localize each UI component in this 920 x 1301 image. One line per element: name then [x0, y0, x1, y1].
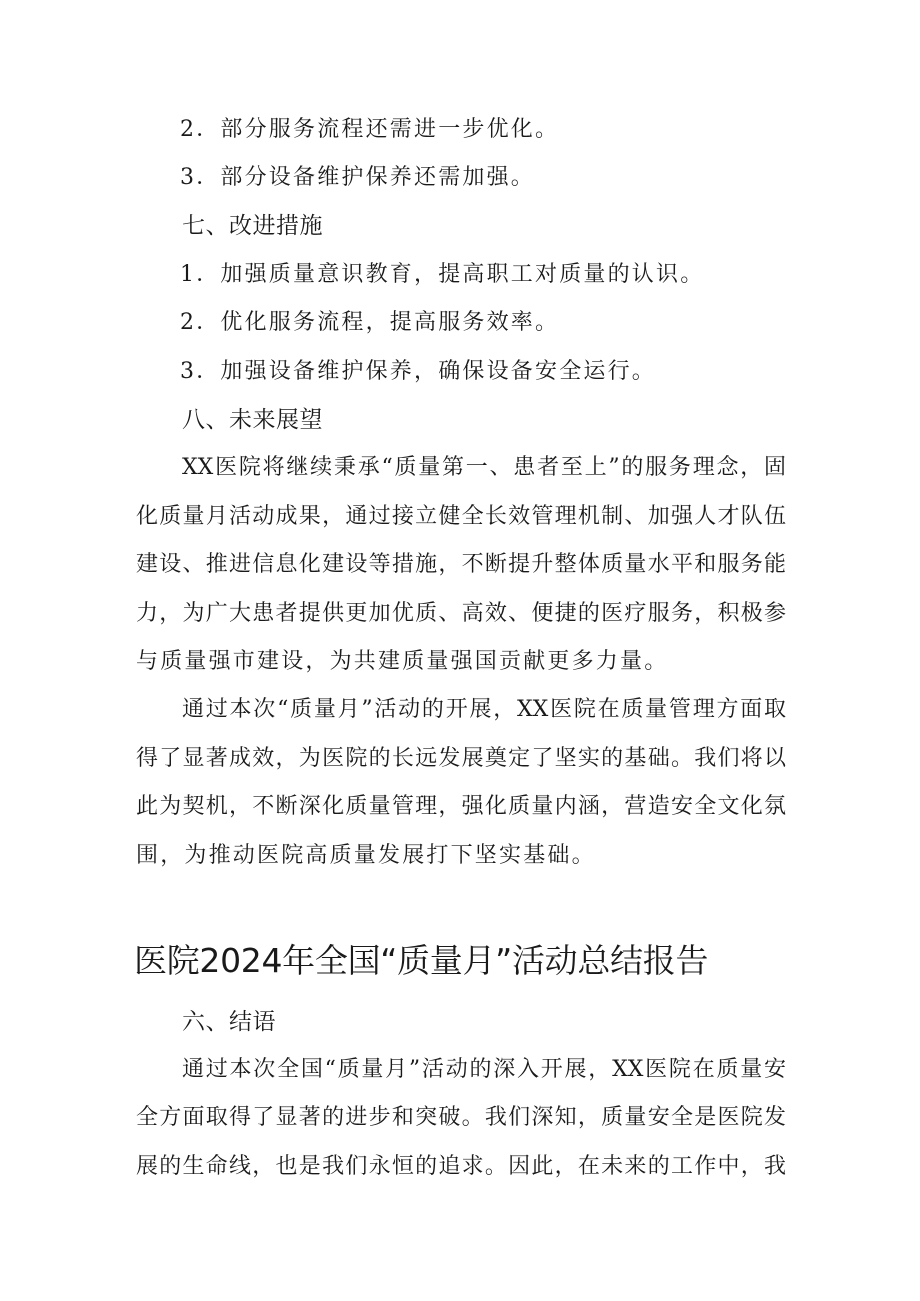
list-item: 2．优化服务流程，提高服务效率。 [180, 310, 560, 335]
paragraph-line: 展的生命线，也是我们永恒的追求。因此，在未来的工作中，我 [136, 1154, 786, 1179]
paragraph-line: 得了显著成效，为医院的长远发展奠定了坚实的基础。我们将以 [136, 746, 786, 771]
section-heading-improvements: 七、改进措施 [182, 213, 323, 239]
paragraph-line: 化质量月活动成果，通过接立健全长效管理机制、加强人才队伍 [136, 504, 786, 529]
paragraph-line: XX医院将继续秉承“质量第一、患者至上”的服务理念，固 [182, 455, 786, 480]
list-item: 3．部分设备维护保养还需加强。 [180, 165, 535, 190]
paragraph-line: 通过本次全国“质量月”活动的深入开展，XX医院在质量安 [182, 1057, 786, 1082]
list-item: 1．加强质量意识教育，提高职工对质量的认识。 [180, 262, 705, 287]
list-item: 3．加强设备维护保养，确保设备安全运行。 [180, 359, 656, 384]
paragraph-line: 与质量强市建设，为共建质量强国贡献更多力量。 [136, 649, 669, 674]
section-heading-outlook: 八、未来展望 [182, 407, 323, 433]
document-title: 医院2024年全国“质量月”活动总结报告 [134, 941, 709, 980]
paragraph-line: 全方面取得了显著的进步和突破。我们深知，质量安全是医院发 [136, 1105, 786, 1130]
paragraph-line: 建设、推进信息化建设等措施，不断提升整体质量水平和服务能 [136, 552, 786, 577]
paragraph-line: 围，为推动医院高质量发展打下坚实基础。 [136, 843, 596, 868]
paragraph-line: 通过本次“质量月”活动的开展，XX医院在质量管理方面取 [182, 697, 786, 722]
paragraph-line: 此为契机，不断深化质量管理，强化质量内涵，营造安全文化氛 [136, 794, 786, 819]
paragraph-line: 力，为广大患者提供更加优质、高效、便捷的医疗服务，积极参 [136, 601, 786, 626]
list-item: 2．部分服务流程还需进一步优化。 [180, 117, 560, 142]
section-heading-conclusion: 六、结语 [182, 1009, 276, 1035]
